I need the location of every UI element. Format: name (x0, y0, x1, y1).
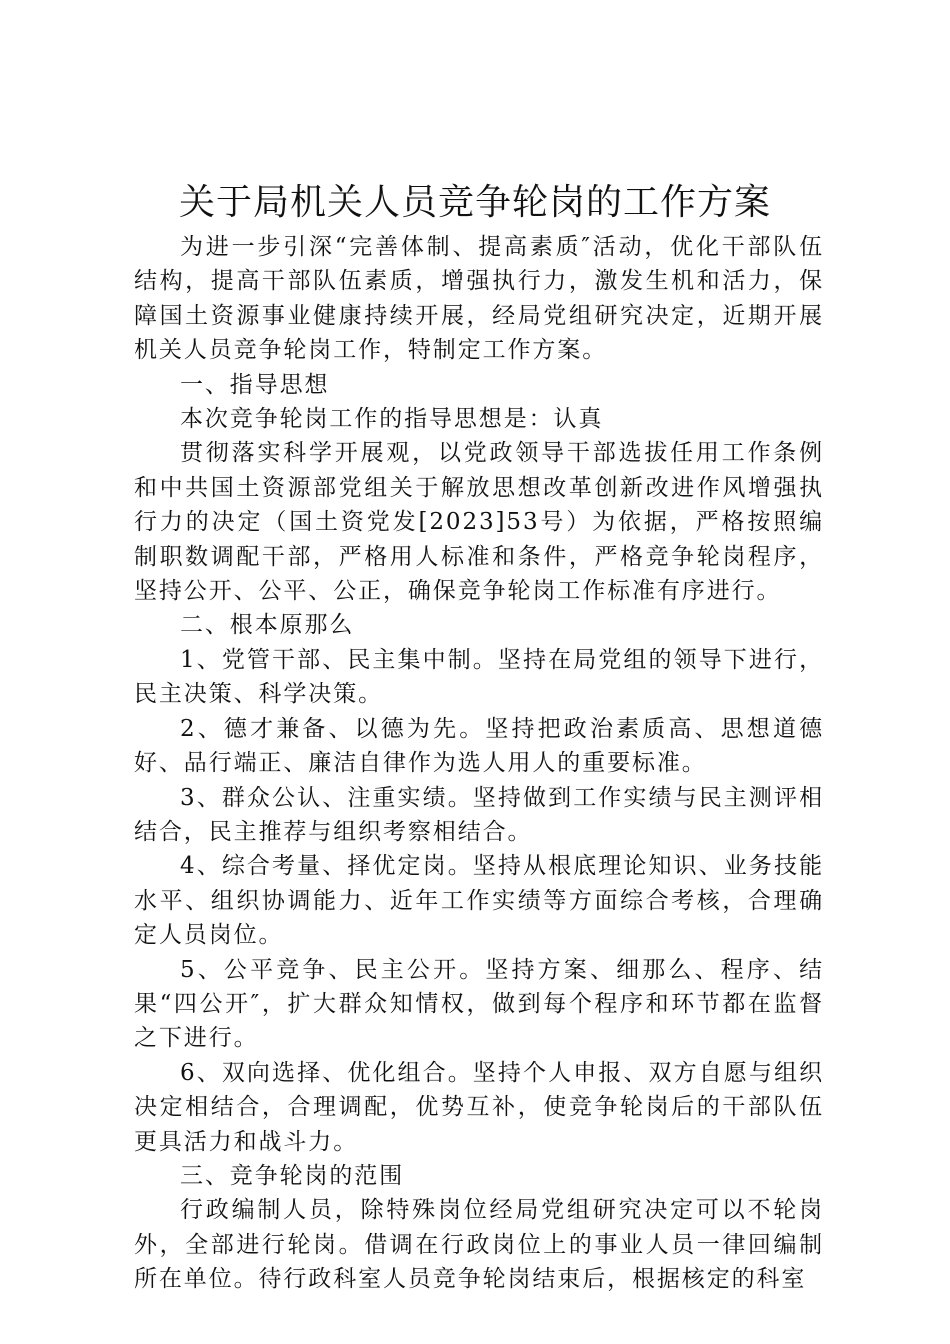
principle-item: 2、德才兼备、以德为先。坚持把政治素质高、思想道德好、品行端正、廉洁自律作为选人用人的重要标准。 (134, 715, 824, 777)
section-heading-guiding-thought: 一、指导思想 (180, 371, 330, 398)
principle-item: 4、综合考量、择优定岗。坚持从根底理论知识、业务技能水平、组织协调能力、近年工作实绩等方面综合考核，合理确定人员岗位。 (134, 853, 824, 949)
intro-paragraph: 为进一步引深“完善体制、提高素质″活动，优化干部队伍结构，提高干部队伍素质，增强执行力，激发生机和活力，保障国土资源事业健康持续开展，经局党组研究决定，近期开展机关人员竞争轮岗工作，特制定工作方案。 (134, 234, 824, 364)
section-heading-scope: 三、竞争轮岗的范围 (180, 1162, 405, 1189)
principle-item: 6、双向选择、优化组合。坚持个人申报、双方自愿与组织决定相结合，合理调配，优势互补，使竞争轮岗后的干部队伍更具活力和战斗力。 (134, 1059, 824, 1155)
principle-item: 5、公平竞争、民主公开。坚持方案、细那么、程序、结果“四公开″，扩大群众知情权，做到每个程序和环节都在监督之下进行。 (134, 956, 824, 1052)
body-paragraph: 行政编制人员，除特殊岗位经局党组研究决定可以不轮岗外，全部进行轮岗。借调在行政岗位上的事业人员一律回编制所在单位。待行政科室人员竞争轮岗结束后，根据核定的科室 (134, 1197, 824, 1293)
document-body (134, 230, 824, 1297)
body-paragraph: 本次竞争轮岗工作的指导思想是：认真 (180, 406, 604, 433)
section-heading-basic-principles: 二、根本原那么 (180, 612, 355, 639)
body-paragraph: 贯彻落实科学开展观，以党政领导干部选拔任用工作条例和中共国土资源部党组关于解放思想改革创新改进作风增强执行力的决定（国土资党发[2023]53号）为依据，严格按照编制职数调配干部，严格用人标准和条件，严格竞争轮岗程序，坚持公开、公平、公正，确保竞争轮岗工作标准有序进行。 (134, 440, 824, 605)
principle-item: 1、党管干部、民主集中制。坚持在局党组的领导下进行，民主决策、科学决策。 (134, 646, 824, 708)
document-title: 关于局机关人员竞争轮岗的工作方案 (178, 182, 771, 223)
principle-item: 3、群众公认、注重实绩。坚持做到工作实绩与民主测评相结合，民主推荐与组织考察相结合。 (134, 784, 824, 845)
